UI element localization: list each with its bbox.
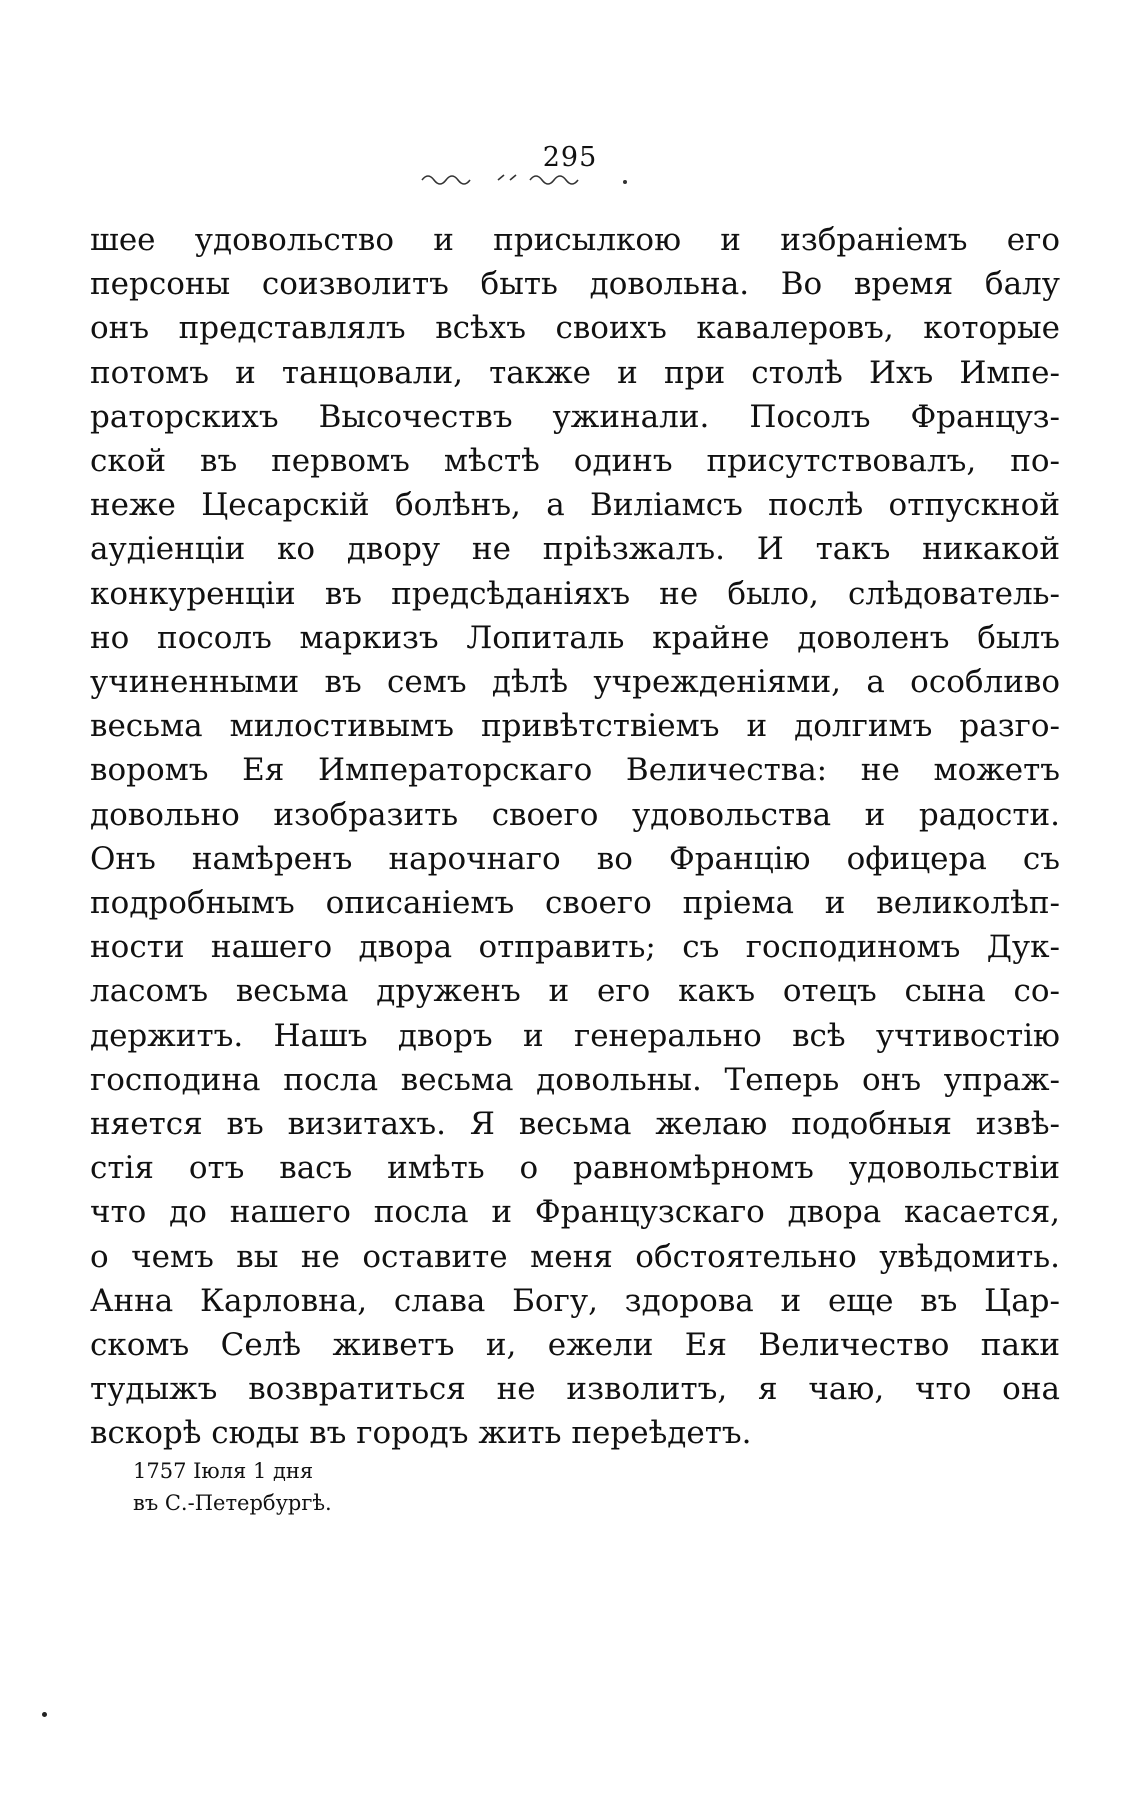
text-line: воромъ Ея Императорскаго Величества: не можетъ bbox=[90, 752, 1060, 789]
text-line: стія отъ васъ имѣть о равномѣрномъ удовольствіи bbox=[90, 1150, 1060, 1187]
text-line: тудыжъ возвратиться не изволитъ, я чаю, что она bbox=[90, 1371, 1060, 1408]
text-line: подробнымъ описаніемъ своего пріема и великолѣп- bbox=[90, 885, 1060, 922]
text-line: няется въ визитахъ. Я весьма желаю подобныя извѣ- bbox=[90, 1106, 1060, 1143]
text-line: конкуренціи въ предсѣданіяхъ не было, слѣдователь- bbox=[90, 575, 1060, 612]
text-line: персоны соизволитъ быть довольна. Во время балу bbox=[90, 266, 1060, 303]
text-line: что до нашего посла и Французскаго двора касается, bbox=[90, 1194, 1060, 1231]
letter-body bbox=[90, 218, 1060, 1456]
text-line: но посолъ маркизъ Лопиталь крайне доволенъ былъ bbox=[90, 619, 1060, 656]
text-line: ности нашего двора отправить; съ господиномъ Дук- bbox=[90, 929, 1060, 966]
text-line: Анна Карловна, слава Богу, здорова и еще въ Цар- bbox=[90, 1282, 1060, 1319]
dateline-date: 1757 Іюля 1 дня bbox=[133, 1459, 314, 1483]
text-line: аудіенціи ко двору не пріѣзжалъ. И такъ никакой bbox=[90, 531, 1060, 568]
text-line: господина посла весьма довольны. Теперь онъ упраж- bbox=[90, 1061, 1060, 1098]
text-line: ласомъ весьма друженъ и его какъ отецъ сына со- bbox=[90, 973, 1060, 1010]
text-line: довольно изобразить своего удовольства и радости. bbox=[90, 796, 1060, 833]
page-number: 295 bbox=[542, 142, 598, 173]
text-line: неже Цесарскій болѣнъ, а Виліамсъ послѣ отпускной bbox=[90, 487, 1060, 524]
text-line: потомъ и танцовали, также и при столѣ Ихъ Импе- bbox=[90, 354, 1060, 391]
text-line: онъ представлялъ всѣхъ своихъ кавалеровъ, которые bbox=[90, 310, 1060, 347]
text-line: держитъ. Нашъ дворъ и генерально всѣ учтивостію bbox=[90, 1017, 1060, 1054]
text-line: скомъ Селѣ живетъ и, ежели Ея Величество паки bbox=[90, 1327, 1060, 1364]
text-line: учиненными въ семъ дѣлѣ учрежденіями, а особливо bbox=[90, 664, 1060, 701]
text-line: раторскихъ Высочествъ ужинали. Посолъ Францyз- bbox=[90, 398, 1060, 435]
text-line: Онъ намѣренъ нарочнаго во Францію офицера съ bbox=[90, 840, 1060, 877]
dateline bbox=[133, 1455, 332, 1519]
text-line: вскорѣ сюды въ городъ жить переѣдетъ. bbox=[90, 1415, 752, 1452]
text-line: шее удовольство и присылкою и избраніемъ его bbox=[90, 222, 1060, 258]
print-speck bbox=[42, 1712, 47, 1717]
dateline-place: въ С.-Петербургѣ. bbox=[133, 1491, 332, 1515]
ornament-divider bbox=[420, 168, 640, 190]
text-line: о чемъ вы не оставите меня обстоятельно увѣдомить. bbox=[90, 1238, 1060, 1275]
text-line: весьма милостивымъ привѣтствіемъ и долгимъ разго- bbox=[90, 708, 1060, 745]
text-line: ской въ первомъ мѣстѣ одинъ присутствовалъ, по- bbox=[90, 443, 1060, 480]
